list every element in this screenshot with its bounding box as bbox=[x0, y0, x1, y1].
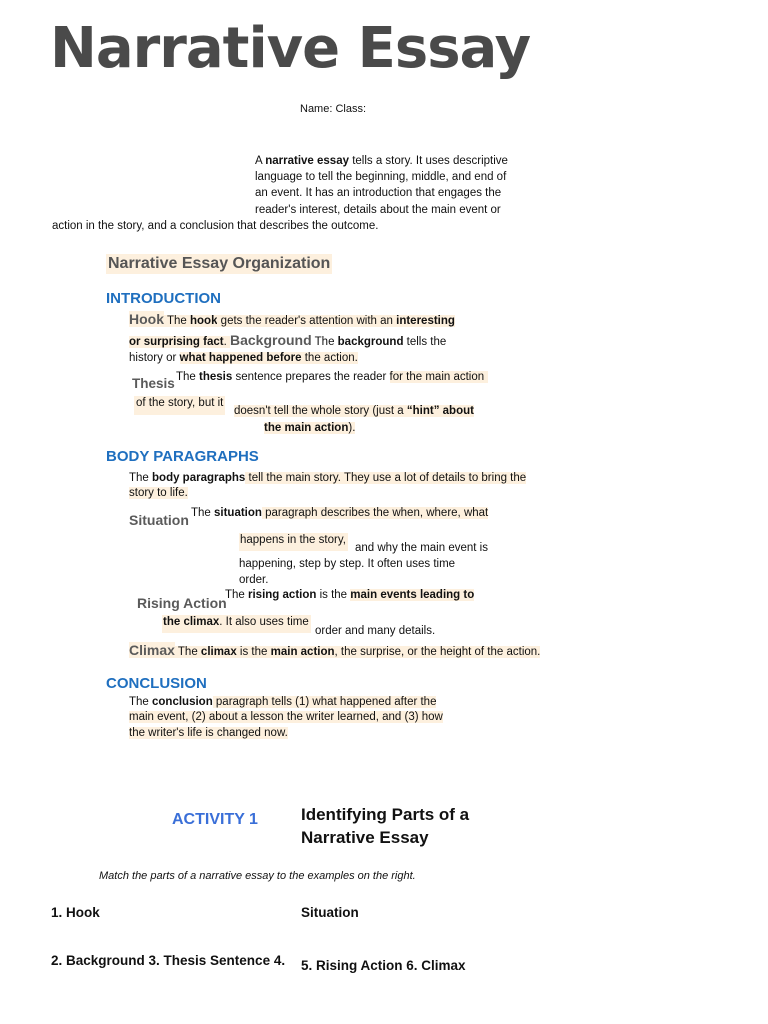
rising-term: rising action bbox=[248, 589, 317, 601]
situation-text: paragraph describes the when, where, what bbox=[261, 507, 489, 519]
match-item-right-1: Situation bbox=[301, 905, 359, 920]
intro-text: A bbox=[255, 155, 266, 167]
background-text: the action. bbox=[301, 352, 358, 364]
situation-line-1 bbox=[191, 507, 488, 519]
situation-text: The bbox=[191, 507, 215, 519]
rising-action-label: Rising Action bbox=[137, 595, 227, 611]
rising-emphasis: main events leading to bbox=[350, 589, 475, 601]
rising-line-1 bbox=[225, 589, 474, 601]
hook-term: hook bbox=[190, 315, 218, 327]
organization-heading: Narrative Essay Organization bbox=[108, 255, 331, 272]
thesis-text: doesn't tell the whole story (just a bbox=[234, 405, 407, 417]
name-class-line: Name: Class: bbox=[300, 103, 367, 115]
body-paragraphs-heading: BODY PARAGRAPHS bbox=[106, 448, 259, 465]
hook-text: The bbox=[164, 315, 190, 327]
hook-background-line bbox=[129, 332, 446, 348]
body-term: body paragraphs bbox=[152, 472, 246, 484]
thesis-term: thesis bbox=[199, 371, 233, 383]
conclusion-line-1 bbox=[129, 696, 436, 708]
activity-title-line-2: Narrative Essay bbox=[301, 828, 429, 847]
conclusion-line-3: the writer's life is changed now. bbox=[129, 727, 288, 739]
thesis-line-1 bbox=[176, 371, 488, 383]
thesis-emphasis: the main action bbox=[264, 422, 349, 434]
climax-emphasis: main action bbox=[270, 646, 335, 658]
climax-term: climax bbox=[200, 646, 237, 658]
activity-title-line-1: Identifying Parts of a bbox=[301, 805, 470, 824]
intro-line-1 bbox=[255, 155, 508, 167]
climax-text: is the bbox=[236, 646, 271, 658]
thesis-line-4 bbox=[264, 422, 355, 434]
intro-line-2: language to tell the beginning, middle, and end of bbox=[255, 171, 507, 183]
rising-text: The bbox=[225, 589, 249, 601]
body-line-2: story to life. bbox=[129, 487, 188, 499]
conclusion-text: The bbox=[129, 696, 153, 708]
hook-emphasis: or surprising fact bbox=[129, 336, 224, 348]
situation-term: situation bbox=[214, 507, 262, 519]
climax-label: Climax bbox=[129, 642, 175, 658]
background-term: background bbox=[337, 336, 404, 348]
background-emphasis: what happened before bbox=[179, 352, 302, 364]
thesis-text: The bbox=[176, 371, 200, 383]
body-line-1 bbox=[129, 472, 526, 484]
situation-line-5: order. bbox=[239, 574, 269, 586]
conclusion-text: paragraph tells (1) what happened after the bbox=[212, 696, 437, 708]
match-item-right-2: 5. Rising Action 6. Climax bbox=[301, 958, 466, 973]
hook-text: . bbox=[223, 336, 230, 348]
thesis-emphasis: “hint” about bbox=[406, 405, 474, 417]
introduction-heading: INTRODUCTION bbox=[106, 290, 221, 307]
rising-text: is the bbox=[316, 589, 351, 601]
background-line-2 bbox=[129, 352, 358, 364]
hook-emphasis: interesting bbox=[396, 315, 455, 327]
rising-text: . It also uses time bbox=[219, 616, 309, 628]
background-text: tells the bbox=[403, 336, 447, 348]
intro-line-4: reader's interest, details about the main event or bbox=[255, 204, 501, 216]
body-text: The bbox=[129, 472, 153, 484]
climax-text: , the surprise, or the height of the action. bbox=[334, 646, 541, 658]
background-text: history or bbox=[129, 352, 180, 364]
match-item-left-1: 1. Hook bbox=[51, 905, 100, 920]
rising-line-3: order and many details. bbox=[315, 625, 436, 637]
thesis-text: for the main action bbox=[390, 371, 488, 383]
activity-label: ACTIVITY 1 bbox=[172, 811, 258, 828]
intro-term: narrative essay bbox=[265, 155, 349, 167]
conclusion-line-2: main event, (2) about a lesson the writer learned, and (3) how bbox=[129, 711, 443, 723]
conclusion-heading: CONCLUSION bbox=[106, 675, 207, 692]
thesis-text: sentence prepares the reader bbox=[232, 371, 390, 383]
thesis-line-2: of the story, but it bbox=[134, 396, 225, 415]
background-label: Background bbox=[229, 332, 312, 348]
situation-label: Situation bbox=[129, 512, 189, 528]
hook-text: gets the reader's attention with an bbox=[217, 315, 397, 327]
page-title: Narrative Essay bbox=[50, 16, 531, 81]
situation-line-2: happens in the story, bbox=[239, 533, 348, 551]
situation-line-4: happening, step by step. It often uses time bbox=[239, 558, 456, 570]
conclusion-term: conclusion bbox=[152, 696, 213, 708]
thesis-line-3 bbox=[234, 405, 474, 417]
body-text: tell the main story. They use a lot of details to bring the bbox=[245, 472, 527, 484]
background-text: The bbox=[311, 336, 338, 348]
thesis-label: Thesis bbox=[132, 376, 175, 391]
thesis-text: ). bbox=[348, 422, 356, 434]
rising-line-2 bbox=[162, 615, 311, 633]
intro-line-5: action in the story, and a conclusion that describes the outcome. bbox=[52, 220, 379, 232]
climax-line bbox=[129, 642, 540, 658]
situation-line-3: and why the main event is bbox=[355, 542, 488, 554]
activity-instructions: Match the parts of a narrative essay to the examples on the right. bbox=[99, 870, 416, 882]
rising-emphasis: the climax bbox=[163, 616, 220, 628]
match-item-left-2: 2. Background 3. Thesis Sentence 4. bbox=[51, 953, 286, 968]
hook-line bbox=[129, 311, 455, 327]
climax-text: The bbox=[174, 646, 201, 658]
intro-line-3: an event. It has an introduction that engages the bbox=[255, 187, 502, 199]
intro-text: tells a story. It uses descriptive bbox=[349, 155, 508, 167]
hook-label: Hook bbox=[129, 311, 164, 327]
